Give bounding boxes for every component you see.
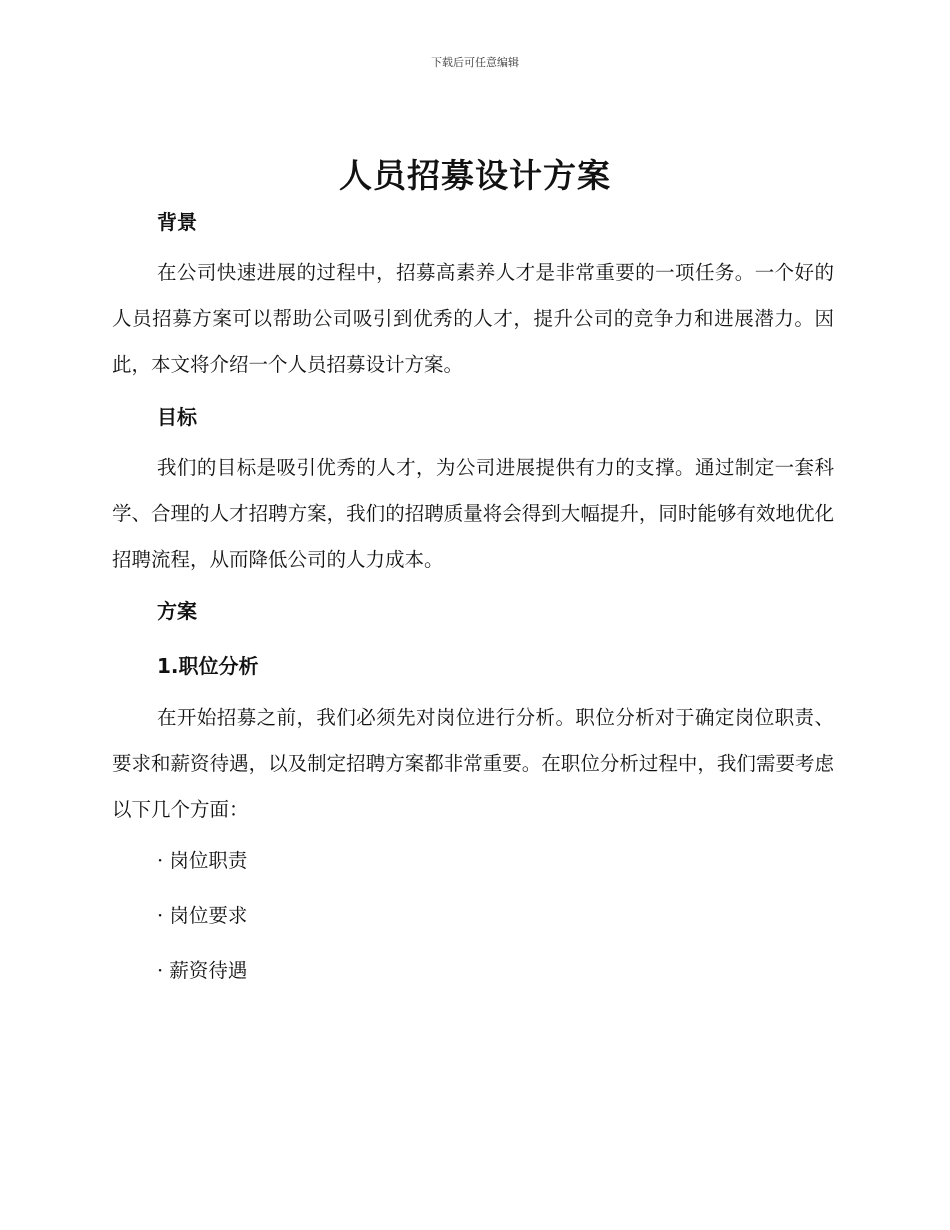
- section-heading-plan: 方案: [157, 599, 197, 623]
- paragraph-background: 在公司快速进展的过程中，招募高素养人才是非常重要的一项任务。一个好的人员招募方案可以帮助公司吸引到优秀的人才，提升公司的竞争力和进展潜力。因此，本文将介绍一个人员招募设计方案。: [112, 261, 834, 376]
- subheading-job-analysis: 1.职位分析: [157, 654, 259, 678]
- section-heading-background: 背景: [157, 210, 197, 234]
- list-item: · 薪资待遇: [157, 959, 248, 982]
- list-item: · 岗位职责: [157, 849, 248, 872]
- page-header-note: 下载后可任意编辑: [431, 56, 519, 69]
- paragraph-goal: 我们的目标是吸引优秀的人才，为公司进展提供有力的支撑。通过制定一套科学、合理的人才招聘方案，我们的招聘质量将会得到大幅提升，同时能够有效地优化招聘流程，从而降低公司的人力成本。: [112, 456, 834, 571]
- paragraph-job-analysis: 在开始招募之前，我们必须先对岗位进行分析。职位分析对于确定岗位职责、要求和薪资待遇，以及制定招聘方案都非常重要。在职位分析过程中，我们需要考虑以下几个方面：: [112, 706, 834, 821]
- document-title: 人员招募设计方案: [339, 156, 611, 195]
- section-heading-goal: 目标: [157, 405, 197, 429]
- list-item: · 岗位要求: [157, 904, 248, 927]
